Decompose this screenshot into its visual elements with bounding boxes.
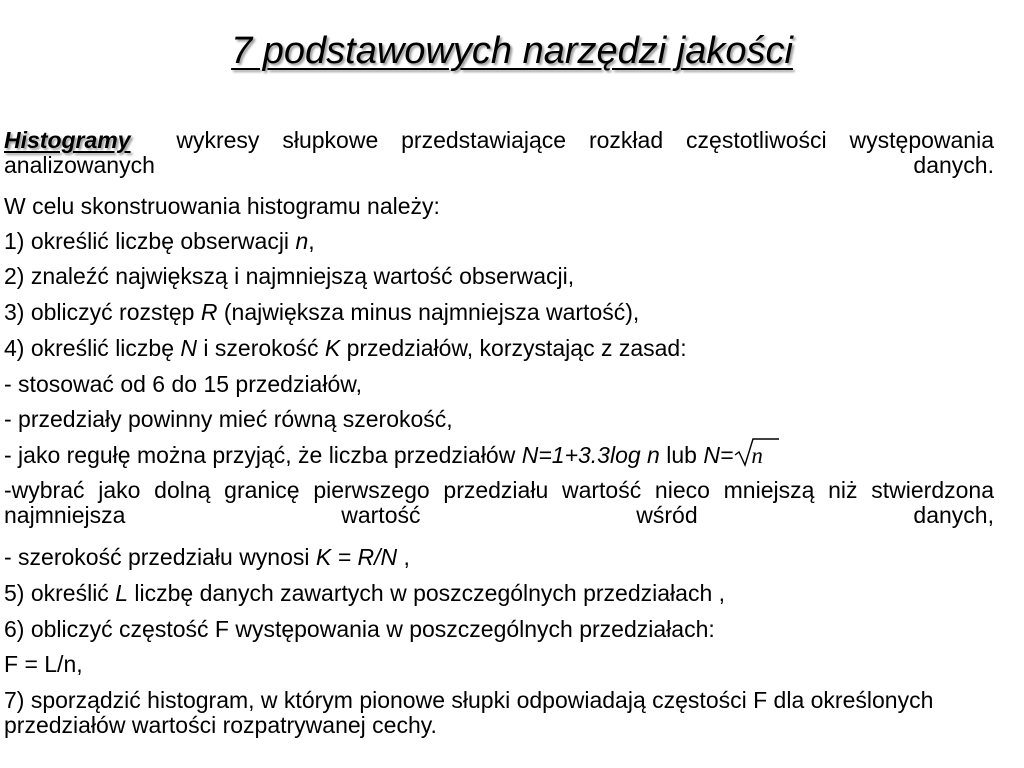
step-2: 2) znaleźć największą i najmniejszą wartość obserwacji,: [4, 263, 575, 289]
lead-text: W celu skonstruowania histogramu należy:: [4, 193, 440, 219]
step-3-post: (największa minus najmniejsza wartość),: [217, 299, 640, 325]
rule-1: - stosować od 6 do 15 przedziałów,: [4, 371, 362, 397]
step-4-post: przedziałów, korzystając z zasad:: [340, 335, 687, 361]
histogram-definition-text: wykresy słupkowe przedstawiające rozkład częstotliwości występowania analizowanych danych.: [4, 127, 994, 178]
step-1: [4, 229, 994, 254]
rule-3-mid: lub: [659, 442, 704, 468]
step-4-pre: 4) określić liczbę: [4, 335, 181, 361]
step-7: 7) sporządzić histogram, w którym pionowe słupki odpowiadają częstości F dla określonych przedziałów wartości rozpatrywanej cechy.: [4, 687, 934, 738]
rule-3-pre: - jako regułę można przyjąć, że liczba przedziałów: [4, 442, 522, 468]
step-3-var: R: [200, 299, 218, 325]
rule-5-pre: - szerokość przedziału wynosi: [4, 544, 316, 570]
rule-3: [4, 443, 994, 468]
step-5-post: liczbę danych zawartych w poszczególnych przedziałach ,: [128, 580, 726, 606]
step-4: [4, 336, 994, 361]
step-4-var-n: N: [180, 335, 198, 361]
rule-5: [4, 545, 994, 570]
rule-3-formula2: N=: [703, 442, 734, 468]
rule-2: - przedziały powinny mieć równą szerokość,: [4, 406, 453, 432]
sqrt-icon: [733, 435, 779, 469]
histogram-definition: [4, 128, 994, 178]
rule-4: -wybrać jako dolną granicę pierwszego przedziału wartość nieco mniejszą niż stwierdzona najmniejsza wartość wśród danych,: [4, 477, 994, 528]
step-1-end: ,: [308, 228, 315, 254]
histogram-term: Histogramy: [4, 127, 131, 153]
step-3: [4, 300, 994, 325]
step-4-mid: i szerokość: [197, 335, 325, 361]
step-1-var: n: [295, 228, 309, 254]
sqrt-var: n: [751, 443, 763, 468]
step-3-pre: 3) obliczyć rozstęp: [4, 299, 201, 325]
rule-5-post: ,: [397, 544, 410, 570]
step-6: 6) obliczyć częstość F występowania w poszczególnych przedziałach:: [4, 616, 715, 642]
sqrt-n-formula: [751, 443, 763, 468]
formula-f: F = L/n,: [4, 651, 83, 677]
rule-3-formula: N=1+3.3log n: [521, 442, 660, 468]
rule-5-formula: K = R/N: [315, 544, 398, 570]
step-5-pre: 5) określić: [4, 580, 116, 606]
step-4-var-k: K: [324, 335, 341, 361]
step-5: [4, 581, 994, 606]
step-1-text: 1) określić liczbę obserwacji: [4, 228, 296, 254]
step-5-var: L: [115, 580, 128, 606]
page-title: 7 podstawowych narzędzi jakości: [231, 30, 793, 72]
